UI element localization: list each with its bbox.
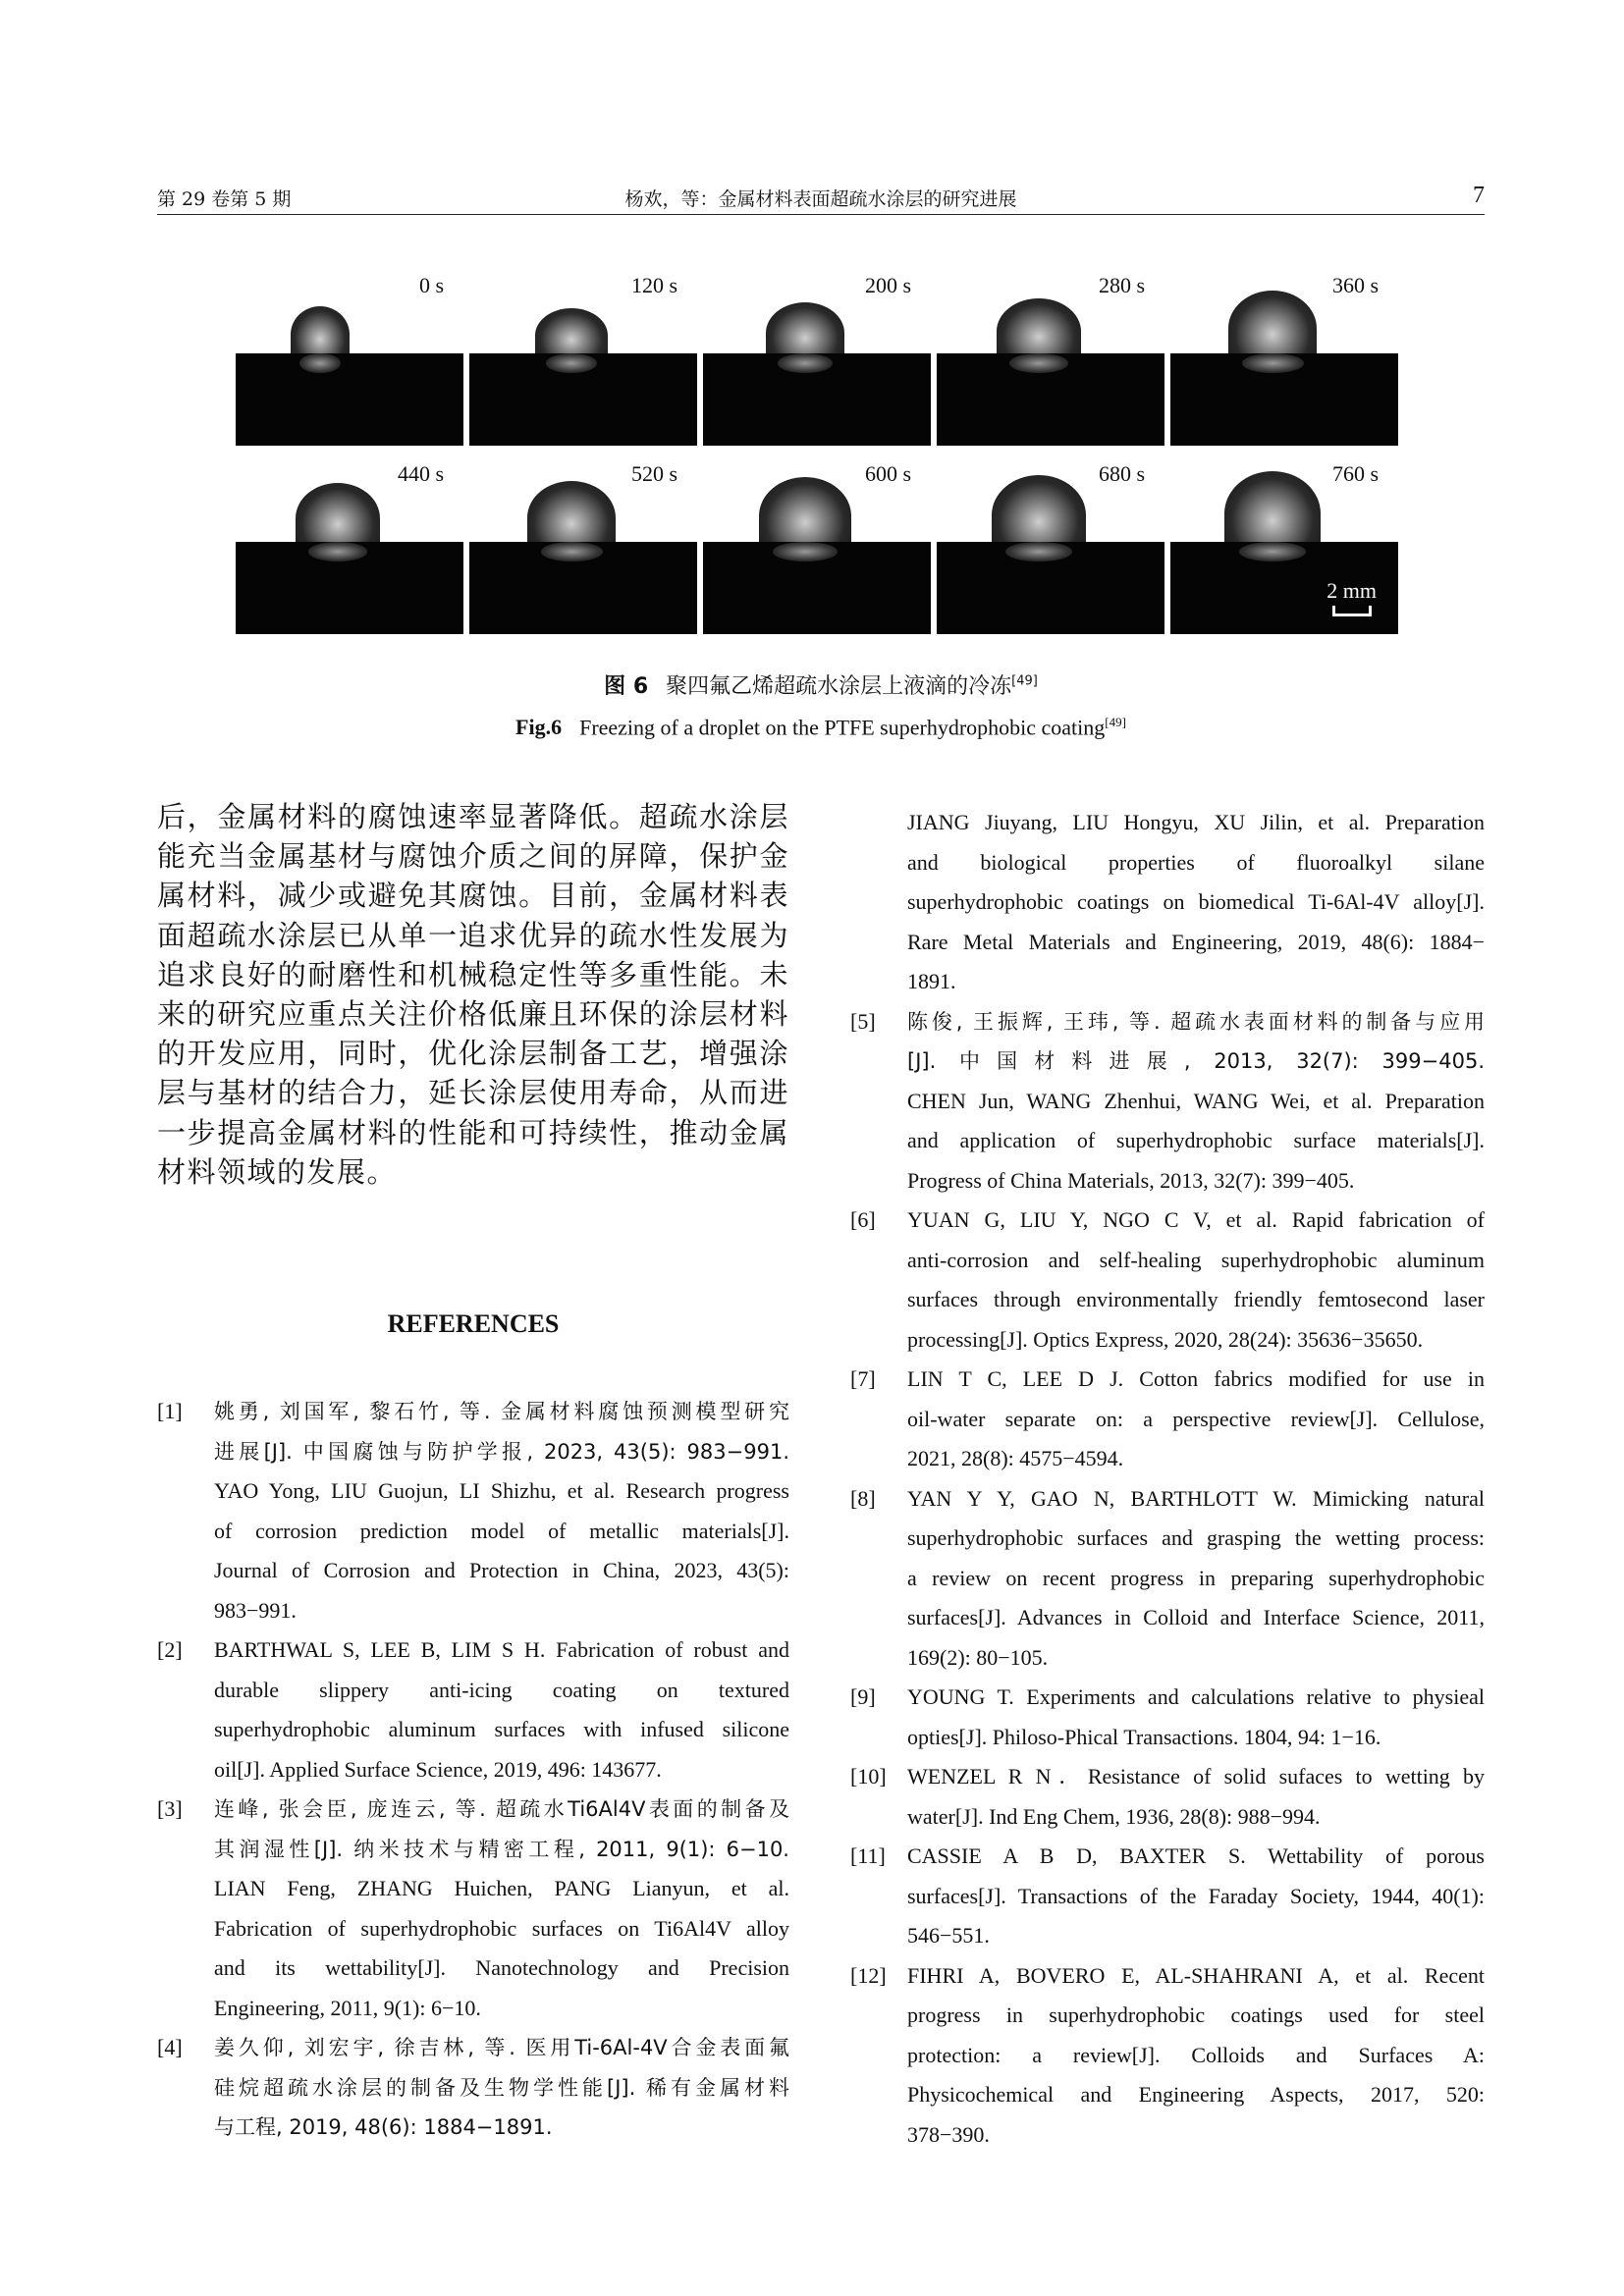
reference-line: 连峰, 张会臣, 庞连云, 等. 超疏水Ti6Al4V表面的制备及: [214, 1797, 789, 1821]
droplet-reflection: [308, 542, 367, 561]
figure-label-en: Fig.6: [515, 715, 563, 740]
reference-line: LIAN Feng, ZHANG Huichen, PANG Lianyun, et al.: [214, 1876, 789, 1900]
reference-line: surfaces[J]. Transactions of the Faraday Society, 1944, 40(1):: [907, 1883, 1485, 1908]
droplet-reflection: [1239, 542, 1307, 561]
reference-number: [11]: [850, 1843, 886, 1868]
reference-line: and its wettability[J]. Nanotechnology and Precision: [214, 1955, 789, 1980]
reference-line: anti-corrosion and self-healing superhydrophobic aluminum: [907, 1247, 1485, 1272]
time-label: 200 s: [864, 273, 911, 297]
figure-row-1: [236, 263, 1398, 446]
references-heading: REFERENCES: [387, 1309, 560, 1338]
reference-line: 其润湿性[J]. 纳米技术与精密工程, 2011, 9(1): 6−10.: [214, 1837, 789, 1861]
reference-number: [9]: [850, 1684, 876, 1709]
reference-line: 1891.: [907, 969, 956, 993]
caption-text-en: Freezing of a droplet on the PTFE superhydrophobic coating: [579, 715, 1106, 740]
freeze-frame-panel: [236, 452, 463, 634]
reference-line: surfaces through environmentally friendly femtosecond laser: [907, 1287, 1485, 1311]
droplet: [291, 306, 350, 353]
reference-line: oil-water separate on: a perspective review[J]. Cellulose,: [907, 1406, 1485, 1431]
freeze-frame-panel: [703, 452, 931, 634]
time-label: 600 s: [864, 461, 911, 486]
droplet: [527, 481, 616, 542]
reference-line: 陈俊, 王振辉, 王玮, 等. 超疏水表面材料的制备与应用: [907, 1009, 1485, 1034]
reference-line: [J]. 中国材料进展, 2013, 32(7): 399−405.: [907, 1049, 1485, 1073]
reference-line: Physicochemical and Engineering Aspects, 2017, 520:: [907, 2082, 1485, 2107]
page-number: 7: [1473, 183, 1485, 208]
droplet: [1228, 291, 1317, 353]
droplet-reflection: [546, 353, 597, 373]
reference-line: superhydrophobic aluminum surfaces with infused silicone: [214, 1717, 789, 1741]
reference-line: surfaces[J]. Advances in Colloid and Interface Science, 2011,: [907, 1605, 1485, 1629]
reference-number: [4]: [157, 2035, 183, 2059]
caption-cite-zh: [49]: [1011, 673, 1038, 689]
freeze-frame-panel: [703, 263, 931, 446]
reference-entry: [157, 1630, 789, 1789]
droplet: [997, 298, 1081, 353]
time-label: 440 s: [397, 461, 444, 486]
reference-line: superhydrophobic coatings on biomedical Ti-6Al-4V alloy[J].: [907, 889, 1485, 914]
freeze-frame-panel: [469, 263, 697, 446]
running-header: [157, 185, 1485, 215]
reference-line: FIHRI A, BOVERO E, AL-SHAHRANI A, et al. Recent: [907, 1962, 1485, 1988]
caption-text-zh: 聚四氟乙烯超疏水涂层上液滴的冷冻: [666, 674, 1012, 699]
reference-entry: [157, 1789, 789, 2028]
reference-line: 983−991.: [214, 1597, 297, 1623]
reference-number: [7]: [850, 1366, 876, 1391]
freeze-frame-panel: [236, 263, 463, 446]
droplet-reflection: [1005, 542, 1071, 561]
reference-line: processing[J]. Optics Express, 2020, 28(24): 35636−35650.: [907, 1326, 1424, 1352]
reference-line: superhydrophobic surfaces and grasping the wetting process:: [907, 1525, 1485, 1550]
reference-line: YUAN G, LIU Y, NGO C V, et al. Rapid fabrication of: [907, 1207, 1485, 1232]
figure-caption-en: [157, 715, 1485, 740]
reference-line: Fabrication of superhydrophobic surfaces on Ti6Al4V alloy: [214, 1915, 789, 1941]
reference-line: YAO Yong, LIU Guojun, LI Shizhu, et al. Research progress: [214, 1478, 789, 1503]
droplet-reflection: [773, 542, 838, 561]
figure-caption-zh: [157, 669, 1485, 700]
reference-number: [8]: [850, 1485, 876, 1511]
reference-number: [5]: [850, 1008, 876, 1034]
freeze-frame-panel: [937, 452, 1164, 634]
reference-number: [3]: [157, 1796, 183, 1821]
reference-line: progress in superhydrophobic coatings used for steel: [907, 2002, 1485, 2027]
substrate: [236, 353, 463, 446]
reference-number: [1]: [157, 1399, 183, 1423]
reference-line: 进展[J]. 中国腐蚀与防护学报, 2023, 43(5): 983−991.: [214, 1439, 789, 1464]
reference-entry: [850, 1360, 1485, 1479]
reference-line: opties[J]. Philoso-Phical Transactions. 1804, 94: 1−16.: [907, 1724, 1381, 1749]
reference-line: a review on recent progress in preparing superhydrophobic: [907, 1565, 1485, 1590]
time-label: 680 s: [1098, 461, 1145, 486]
freeze-frame-panel: [1170, 452, 1398, 634]
reference-line: JIANG Jiuyang, LIU Hongyu, XU Jilin, et al. Preparation: [907, 810, 1485, 834]
droplet-reflection: [1009, 353, 1068, 373]
caption-cite-en: [49]: [1105, 715, 1126, 729]
time-label: 280 s: [1098, 273, 1145, 297]
reference-line: 169(2): 80−105.: [907, 1644, 1049, 1670]
time-label: 520 s: [630, 461, 677, 486]
reference-number: [12]: [850, 1962, 887, 1988]
droplet: [992, 475, 1086, 542]
reference-line: 546−551.: [907, 1923, 990, 1948]
reference-line: YOUNG T. Experiments and calculations relative to physieal: [907, 1684, 1485, 1709]
droplet: [1224, 471, 1321, 542]
reference-line: 378−390.: [907, 2121, 990, 2147]
reference-entry: [850, 1956, 1485, 2156]
scale-bar-label: 2 mm: [1326, 578, 1377, 603]
reference-line: 姜久仰, 刘宏宇, 徐吉林, 等. 医用Ti-6Al-4V合金表面氟: [214, 2036, 789, 2059]
scale-bar-line: [1332, 606, 1372, 616]
reference-line: Engineering, 2011, 9(1): 6−10.: [214, 1995, 481, 2020]
reference-list-right: [850, 803, 1485, 2155]
reference-line: BARTHWAL S, LEE B, LIM S H. Fabrication of robust and: [214, 1637, 789, 1662]
reference-line: oil[J]. Applied Surface Science, 2019, 496: 143677.: [214, 1756, 662, 1782]
reference-entry: [850, 1201, 1485, 1360]
droplet: [535, 308, 608, 353]
reference-line: CASSIE A B D, BAXTER S. Wettability of porous: [907, 1843, 1485, 1868]
reference-line: 2021, 28(8): 4575−4594.: [907, 1446, 1124, 1470]
reference-number: [2]: [157, 1637, 183, 1662]
reference-entry: [850, 803, 1485, 1002]
reference-line: CHEN Jun, WANG Zhenhui, WANG Wei, et al. Preparation: [907, 1088, 1485, 1113]
reference-entry: [850, 1002, 1485, 1201]
reference-line: YAN Y Y, GAO N, BARTHLOTT W. Mimicking natural: [907, 1485, 1485, 1511]
reference-line: 姚勇, 刘国军, 黎石竹, 等. 金属材料腐蚀预测模型研究: [214, 1400, 789, 1423]
reference-line: water[J]. Ind Eng Chem, 1936, 28(8): 988−994.: [907, 1803, 1321, 1829]
reference-line: LIN T C, LEE D J. Cotton fabrics modified for use in: [907, 1366, 1485, 1391]
freeze-frame-panel: [937, 263, 1164, 446]
time-label: 0 s: [418, 273, 444, 297]
journal-issue: 第 29 卷第 5 期: [157, 188, 292, 210]
reference-line: durable slippery anti-icing coating on textured: [214, 1677, 789, 1702]
droplet: [766, 302, 844, 353]
time-label: 360 s: [1331, 273, 1379, 297]
reference-line: and application of superhydrophobic surface materials[J].: [907, 1128, 1485, 1152]
freeze-frame-panel: [1170, 263, 1398, 446]
running-title: 杨欢，等：金属材料表面超疏水涂层的研究进展: [624, 188, 1017, 210]
reference-entry: [850, 1678, 1485, 1757]
reference-line: Journal of Corrosion and Protection in China, 2023, 43(5):: [214, 1558, 789, 1582]
time-label: 120 s: [630, 273, 677, 297]
reference-list-left: [157, 1392, 789, 2148]
reference-line: protection: a review[J]. Colloids and Surfaces A:: [907, 2042, 1485, 2067]
reference-entry: [850, 1837, 1485, 1956]
figure-row-2: [236, 452, 1398, 634]
reference-line: and biological properties of fluoroalkyl silane: [907, 849, 1485, 875]
time-label: 760 s: [1331, 461, 1379, 486]
droplet-reflection: [299, 353, 341, 373]
droplet-reflection: [778, 353, 833, 373]
droplet-reflection: [1242, 353, 1304, 373]
reference-line: of corrosion prediction model of metallic materials[J].: [214, 1518, 789, 1543]
reference-line: Rare Metal Materials and Engineering, 2019, 48(6): 1884−: [907, 929, 1485, 954]
reference-entry: [157, 1392, 789, 1630]
droplet: [296, 483, 380, 542]
figure-label-zh: 图 6: [604, 674, 649, 699]
reference-number: [6]: [850, 1207, 876, 1232]
droplet: [759, 477, 851, 542]
reference-line: 与工程, 2019, 48(6): 1884−1891.: [214, 2115, 553, 2139]
reference-line: WENZEL R N．Resistance of solid sufaces to wetting by: [907, 1764, 1485, 1789]
reference-entry: [850, 1757, 1485, 1837]
reference-line: Progress of China Materials, 2013, 32(7): 399−405.: [907, 1167, 1355, 1193]
freeze-frame-panel: [469, 452, 697, 634]
reference-entry: [157, 2028, 789, 2148]
reference-line: 硅烷超疏水涂层的制备及生物学性能[J]. 稀有金属材料: [214, 2075, 789, 2100]
body-paragraph: 后，金属材料的腐蚀速率显著降低。超疏水涂层能充当金属基材与腐蚀介质之间的屏障，保护金属材料，减少或避免其腐蚀。目前，金属材料表面超疏水涂层已从单一追求优异的疏水性发展为追求良好的耐磨性和机械稳定性等多重性能。未来的研究应重点关注价格低廉且环保的涂层材料的开发应用，同时，优化涂层制备工艺，增强涂层与基材的结合力，延长涂层使用寿命，从而进一步提高金属材料的性能和可持续性，推动金属材料领域的发展。: [157, 800, 789, 1189]
scale-bar: [1326, 578, 1377, 616]
droplet-reflection: [541, 542, 603, 561]
reference-entry: [850, 1479, 1485, 1679]
reference-number: [10]: [850, 1764, 887, 1789]
